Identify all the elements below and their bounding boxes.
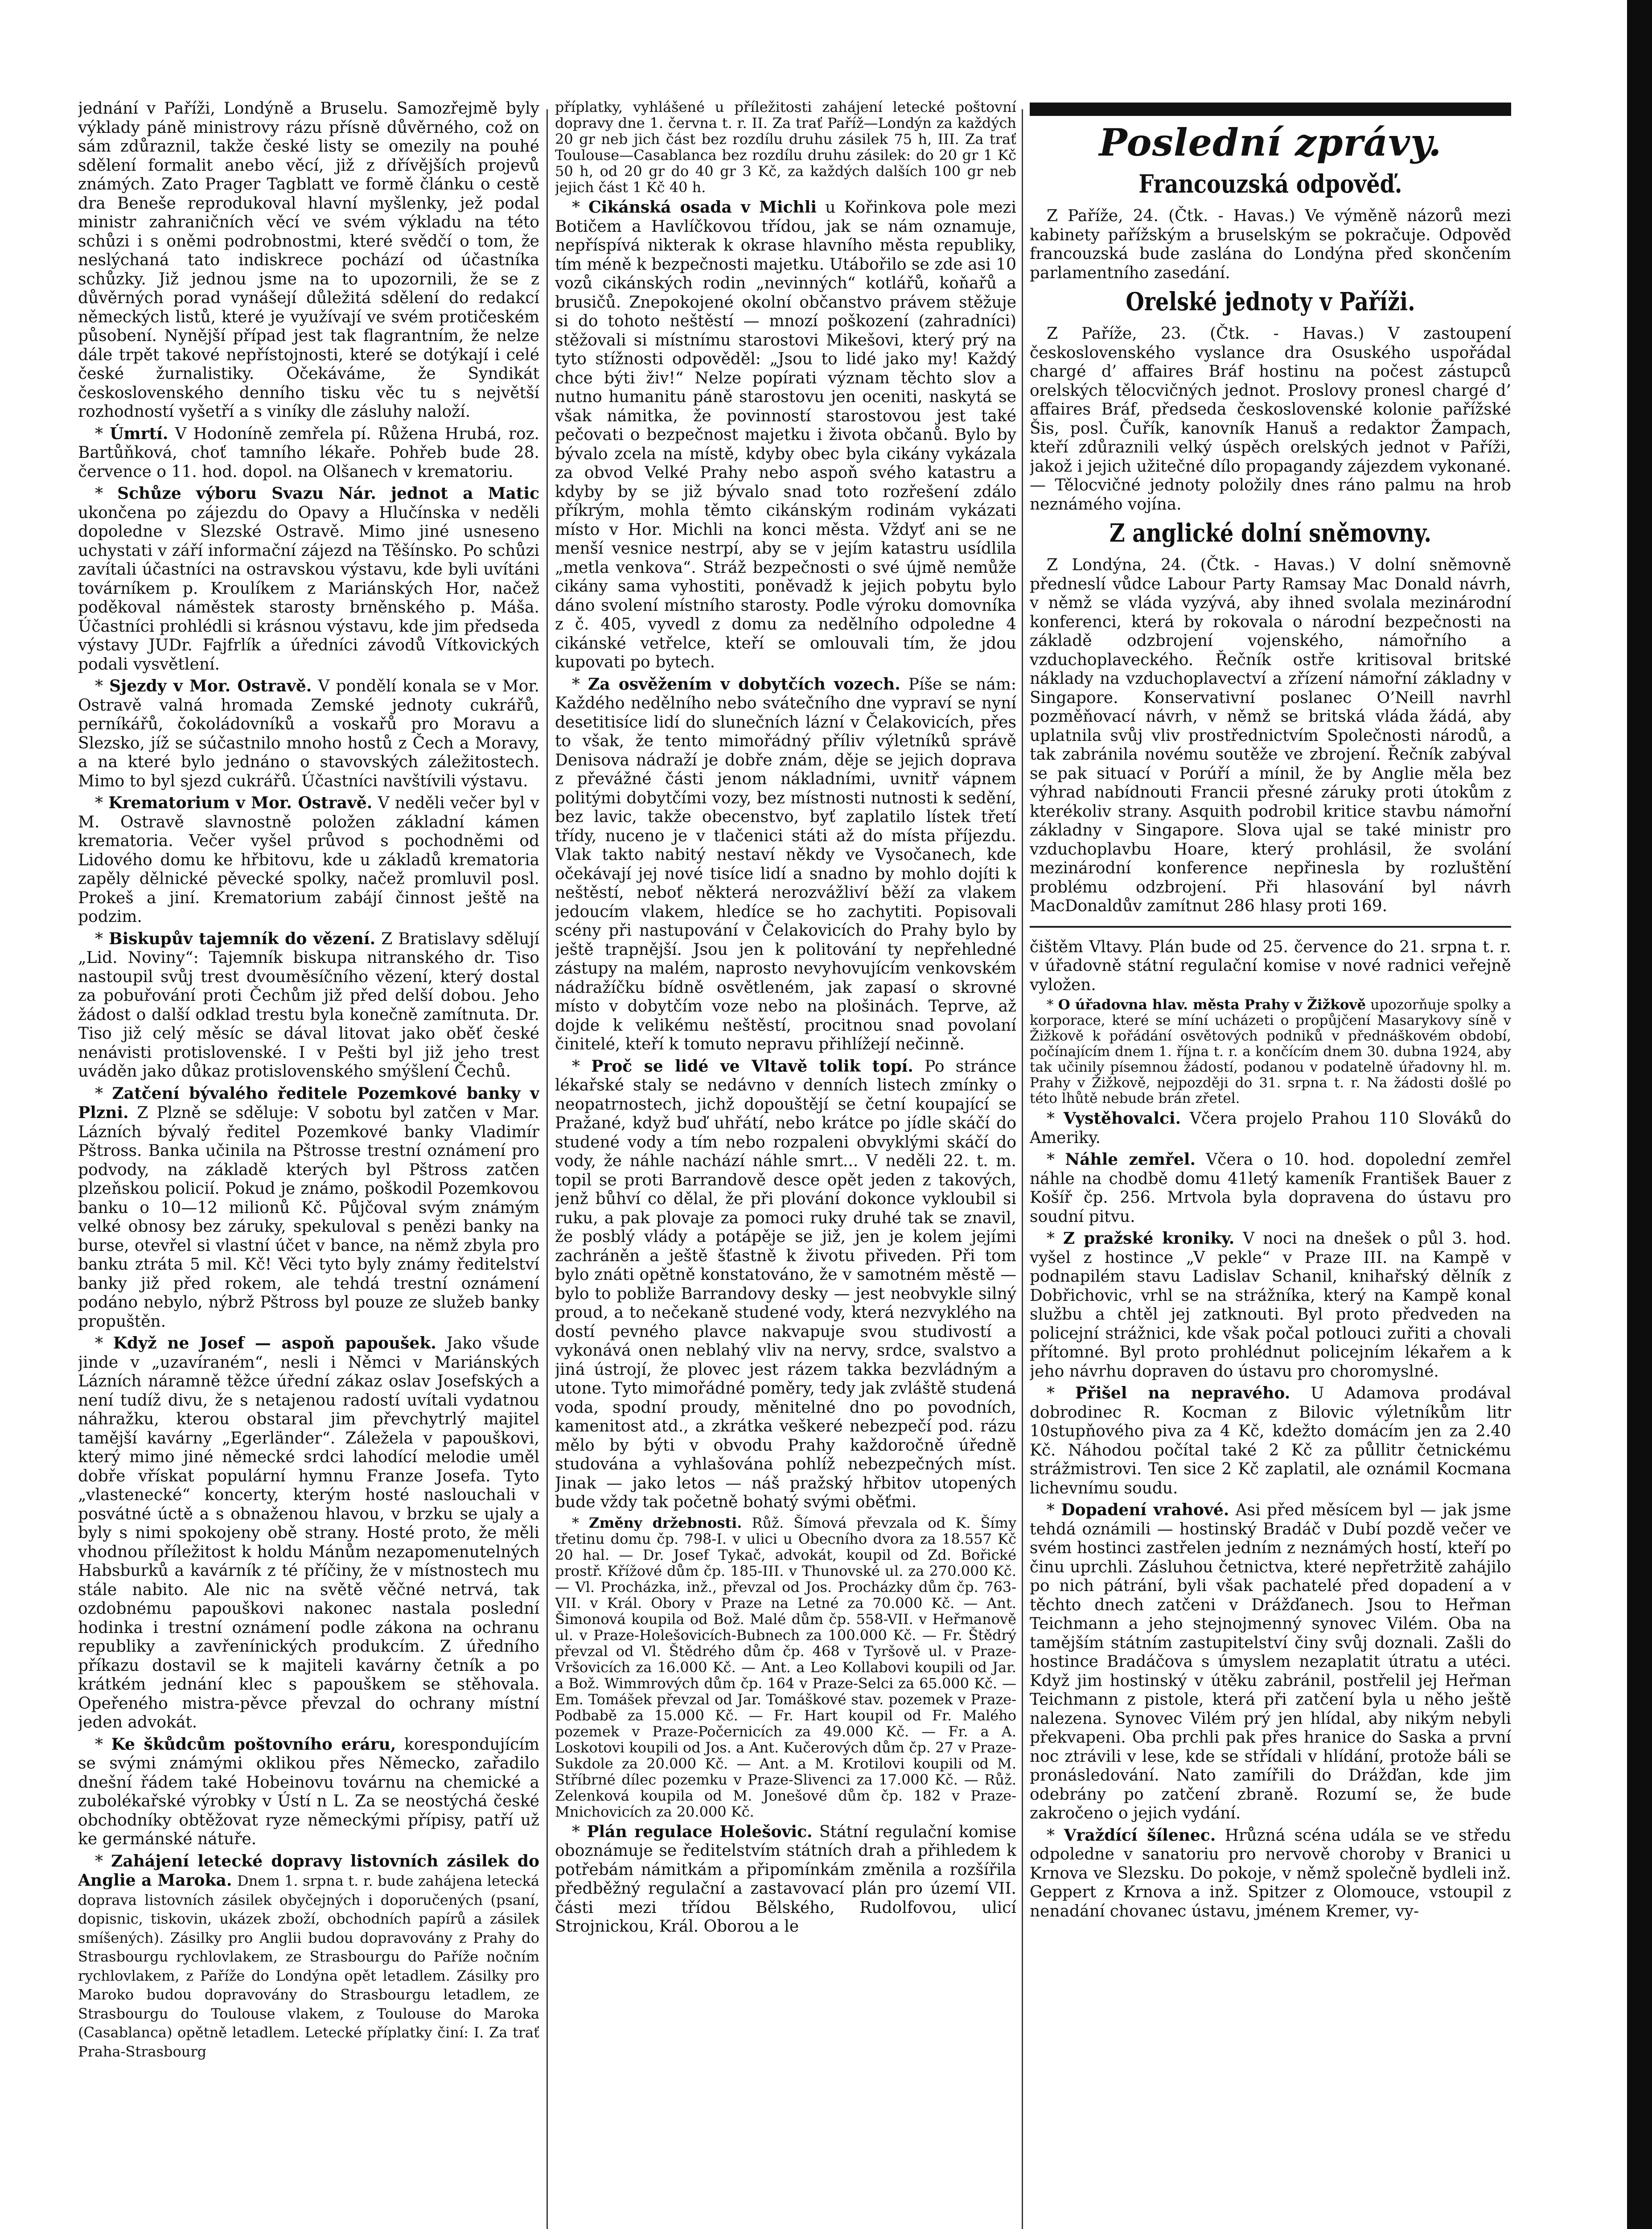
news-item: * Zahájení letecké dopravy listovních zásilek do Anglie a Maroka. Dnem 1. srpna t. r. bude zahájena letecká doprava listovních zásilek obyčejných i doporučených (psaní, dopisnic, tiskovin, ukázek zboží, obchodních papírů a zásilek smíšených). Zásilky pro Anglii budou dopravovány z Prahy do Strasbourgu rychlovlakem, ze Strasbourgu do Paříže nočním rychlovlakem, z Paříže do Londýna opět letadlem. Zásilky pro Maroko budou dopravovány do Strasbourgu letadlem, ze Strasbourgu do Toulouse vlakem, z Toulouse do Maroka (Casablanca) opětně letadlem. Letecké příplatky činí: I. Za trať Praha-Strasbourg bbox=[78, 1851, 539, 2060]
news-item: * Schůze výboru Svazu Nár. jednot a Matic ukončena po zájezdu do Opavy a Hlučínska v neděli dopoledne v Slezské Ostravě. Mimo jiné usneseno uchystati v září informační zájezd na Těšínsko. Po schůzi zavítali účastníci na ostravskou výstavu, kde byli uvítáni továrníkem p. Kroulíkem z Mariánských Hor, načež poděkoval náměstek starosty brněnského p. Máša. Účastníci prohlédli si krásnou výstavu, kde jim předseda výstavy JUDr. Fajfrlík a úředníci závodů Vítkovických podali vysvětlení. bbox=[78, 484, 539, 674]
news-item: * Dopadení vrahové. Asi před měsícem byl — jak jsme tehdá oznámili — hostinský Bradáč v Dubí pozdě večer ve svém hostinci zastřelen jedním z neznámých hostí, kteří po činu uprchli. Zásluhou četnictva, které nepřetržitě zahájilo po nich pátrání, byli však pachatelé před dopadení a v těchto dnech zatčeni v Drážďanech. Jsou to Heřman Teichmann a jeho stejnojmenný synovec Vilém. Oba na tamějším státním zastupitelství činy svůj doznali. Zašli do hostince Bradáčova s úmyslem nezaplatit útratu a utéci. Když jim hostinský v útěku zabránil, postřelil jej Heřman Teichmann z pistole, která při zatčení byla u něho ještě nalezena. Synovec Vilém prý jen hlídal, aby nikým nebyli překvapeni. Oba prchli pak přes hranice do Saska a první noc ztrávili v lese, kde se střídali v hlídání, protože báli se pronásledování. Nato zamířili do Drážďan, kde jim odebrány po zatčení zbraně. Rozumí se, že bude zakročeno o jejich vydání. bbox=[1030, 1501, 1511, 1822]
news-item: * Úmrtí. V Hodoníně zemřela pí. Růžena Hrubá, roz. Bartůňková, choť tamního lékaře. Pohřeb bude 28. července o 11. hod. dopol. na Olšanech v krematoriu. bbox=[78, 424, 539, 481]
news-report: Z Paříže, 23. (Čtk. - Havas.) V zastoupení československého vyslance dra Osuského uspořádal chargé d’ affaires Bráf hostinu na počest zástupců orelských tělocvičných jednot. Proslovy pronesl chargé d’ affaires Bráf, předseda československé kolonie pařížské Šis, posl. Čuřík, kanovník Hanuš a redaktor Žampach, kteří zdůraznili velký úspěch orelských jednot v Paříži, jakož i jejich užitečné dílo propagandy zájezdem vykonané. — Tělocvičné jednoty položily dnes ráno palmu na hrob neznámého vojína. bbox=[1030, 325, 1511, 514]
column-1 bbox=[78, 99, 539, 2064]
article-continuation: jednání v Paříži, Londýně a Bruselu. Samozřejmě byly výklady páně ministrovy rázu přísně důvěrného, což on sám zdůraznil, takže české listy se omezily na pouhé sdělení formalit anebo věcí, již z dřívějších projevů známých. Zato Prager Tagblatt ve formě článku o cestě dra Beneše reprodukoval hlavní myšlenky, jež podal ministr zahraničních věcí ve svém výkladu na této schůzi i s oněmi podrobnostmi, které svědčí o tom, že neslýchaná tato indiskrece pochází od účastníka schůzky. Již jednou jsme na to upozornili, že se z důvěrných porad vynášejí důležitá sdělení do redakcí německých listů, které je využívají ve svém protičeském působení. Nynější případ jest tak flagrantním, že nelze dále trpět takové nepřístojnosti, které se dotýkají i celé české žurnalistiky. Očekáváme, že Syndikát československého denního tisku věc tu s největší rozhodností vyšetří a s viníky dle zásluhy naloží. bbox=[78, 99, 539, 421]
column-rule bbox=[1022, 109, 1023, 2229]
news-item: * Cikánská osada v Michli u Kořinkova pole mezi Botičem a Havlíčkovou třídou, jak se nám oznamuje, nepříspívá nikterak k okrase hlavního města republiky, tím méně k bezpečnosti majetku. Utábořilo se zde asi 10 vozů cikánských rodin „nevinných“ kotlářů, koňařů a brusičů. Znepokojené okolní občanstvo právem stěžuje si do tohoto neštěstí — mnozí poškození (zahradníci) stěžovali si místnímu starostovi Mikešovi, který prý na tyto stížnosti odpověděl: „Jsou to lidé jako my! Každý chce býti živ!“ Nelze popírati význam těchto slov a nutno humanitu páně starostovu jen oceniti, naskytá se však námitka, že povinností starostovou jest také pečovati o bezpečnost majetku i života občanů. Bylo by bývalo zcela na místě, kdyby obec byla cikány vykázala za obvod Velké Prahy nebo aspoň svého katastru a kdyby by se již bývalo snad toto rozřešení zdálo příkrým, mohla těmto cikánským rodinám vykázati místo v Hor. Michli na konci města. Vždyť ani se ne menší vesnice nestrpí, aby se v jejím katastru usídlila „metla venkova“. Stráž bezpečnosti o své újmě nemůže cikány sama vyhostiti, poněvadž k jejich pobytu bylo dáno svolení místního starosty. Podle výroku domovníka z č. 405, vyvedl z domu za nedělního odpoledne 4 cikánské vetřelce, kteří se omlouvali tím, že jdou kupovati po bytech. bbox=[555, 198, 1016, 671]
news-item: * Náhle zemřel. Včera o 10. hod. dopolední zemřel náhle na chodbě domu 41letý kameník František Bauer z Košíř čp. 256. Mrtvola byla dopravena do ústavu pro soudní pitvu. bbox=[1030, 1150, 1511, 1226]
news-item: * Plán regulace Holešovic. Státní regulační komise oboznámuje se ředitelstvím státních drah a přihledem k potřebám námitkám a připomínkám změnila a rozšířila předběžný regulační a zastavovací plán pro území VII. části mezi třídou Bělského, Rudolfovou, ulicí Strojnickou, Král. Oborou a le bbox=[555, 1822, 1016, 1936]
news-item: * Když ne Josef — aspoň papoušek. Jako všude jinde v „uzavíraném“, nesli i Němci v Mariánských Lázních náramně těžce úřední zákaz oslav Josefských a není tudíž divu, že s netajenou radostí uvítali vydatnou náhražku, kterou obstaral jim převchytrlý majitel tamější kavárny „Egerländer“. Záležela v papouškovi, který mimo jiné německé srdci lahodící melodie uměl dobře vřískat populární hymnu Franze Josefa. Tyto „vlastenecké“ koncerty, kterým hosté naslouchali v posvátné úctě a s obnaženou hlavou, v brzku se ujaly a byly s nimi spokojeny obě strany. Hosté proto, že měli vhodnou příležitost k holdu Mánům nezapomenutelných Habsburků a kavárník z té příčiny, že v místnostech mu stále nabito. Ale nic na světě věčné netrvá, tak ozdobnému papouškovi nakonec nastala poslední hodinka i trestní oznámení podle zákona na ochranu republiky a zavřenínických produkcím. Z úředního příkazu dostavil se k majiteli kavárny četník a po krátkém jednání klec s papouškem se stěhovala. Opeřeného mistra-pěvce převzal do ochrany místní jeden advokát. bbox=[78, 1334, 539, 1731]
news-report: Z Londýna, 24. (Čtk. - Havas.) V dolní sněmovně předneslí vůdce Labour Party Ramsay Mac Donald návrh, v němž se vláda vyzývá, aby ihned svolala mezinárodní konferenci, která by rokovala o národní bezpečnosti na základě odzbrojení vojenského, námořního a vzduchoplaveckého. Řečník ostře kritisoval britské náklady na vzduchoplavectví a zřízení námořní základny v Singapore. Konservativní poslanec O’Neill navrhl pozměňovací návrh, v němž se britská vláda žádá, aby uplatnila svůj vliv prostřednictvím Společnosti národů, a tak zabránila novému soutěže ve zbrojení. Řečník zabýval se pak situací v Porúří a mínil, že by Anglie měla bez výhrad nabídnouti Francii přesné záruky proti útokům z kterékoliv strany. Asquith podrobil kritice stavbu námořní základny v Singapore. Slova ujal se také ministr pro vzduchoplavbu Hoare, který prohlásil, že svolání mezinárodní konference nepřinesla by rozluštění problému odzbrojení. Při hlasování byl návrh MacDonaldův zamítnut 286 hlasy proti 169. bbox=[1030, 556, 1511, 915]
news-item: * Z pražské kroniky. V noci na dnešek o půl 3. hod. vyšel z hostince „V pekle“ v Praze III. na Kampě v podnapilém stavu Ladislav Schanil, knihařský dělník z Dobřichovic, vrhl se na strážníka, který na Kampě konal službu a chtěl jej zatknouti. Byl proto předveden na policejní strážnici, kde však počal potlouci zuřiti a chovali přítomné. Byl proto prohlédnut policejním lékařem a k jeho návrhu dopraven do ústavu pro choromyslné. bbox=[1030, 1229, 1511, 1381]
news-item: * Sjezdy v Mor. Ostravě. V pondělí konala se v Mor. Ostravě valná hromada Zemské jednoty cukrářů, perníkářů, čokoládovníků a voskařů pro Moravu a Slezsko, jíž se súčastnilo mnoho hostů z Čech a Moravy, a na které bylo jednáno o stavovských záležitostech. Mimo to byl sjezd cukrářů. Účastníci navštívili výstavu. bbox=[78, 677, 539, 790]
section-title: Z anglické dolní sněmovny. bbox=[1109, 518, 1432, 548]
column-2 bbox=[555, 99, 1016, 1939]
section-masthead: Poslední zprávy. bbox=[1099, 120, 1442, 165]
news-item: * Přišel na nepravého. U Adamova prodával dobrodinec R. Kocman z Bilovic výletníkům litr 10stupňového piva za 4 Kč, kdežto domácím jen za 2.40 Kč. Náhodou počítal také 2 Kč za půllitr četnickému strážmistrovi. Ten sice 2 Kč zaplatil, ale oznámil Kocmana lichevnímu soudu. bbox=[1030, 1384, 1511, 1497]
news-item: * Krematorium v Mor. Ostravě. V neděli večer byl v M. Ostravě slavnostně položen základní kámen krematoria. Večer vyšel průvod s pochodněmi od Lidového domu ke hřbitovu, kde u základů krematoria zapěly dělnické pěvecké spolky, načež promluvil posl. Prokeš a jiní. Krematorium zabájí činnost ještě na podzim. bbox=[78, 794, 539, 926]
article-continuation: čištěm Vltavy. Plán bude od 25. července do 21. srpna t. r. v úřadovně státní regulační komise v nové radnici veřejně vyložen. bbox=[1030, 938, 1511, 994]
news-item: * O úřadovna hlav. města Prahy v Žižkově upozorňuje spolky a korporace, které se míní ucházeti o propůjčení Masarykovy síně v Žižkově k pořádání osvětových podniků v přednáškovém období, počínajícím dnem 1. října t. r. a končícím dnem 30. dubna 1924, aby tak učinily písemnou žádostí, podanou v podatelně úřadovny hl. m. Prahy v Žižkově, nejpozději do 31. srpna t. r. Na žádosti došlé po této lhůtě nebude brán zřetel. bbox=[1030, 997, 1511, 1106]
column-3 bbox=[1030, 99, 1511, 1924]
news-item: * Změny držebnosti. Růž. Šímová převzala od K. Šímy třetinu domu čp. 798-I. v ulici u Obecního dvora za 18.557 Kč 20 hal. — Dr. Josef Tykač, advokát, koupil od Zd. Bořické prostř. Křížové dům čp. 185-III. v Thunovské ul. za 270.000 Kč. — Vl. Procházka, inž., převzal od Jos. Procházky dům čp. 763-VII. v Král. Obory v Praze na Letné za 70.000 Kč. — Ant. Šimonová koupila od Bož. Malé dům čp. 558-VII. v Heřmanově ul. v Praze-Holešovicích-Bubnech za 100.000 Kč. — Fr. Štědrý převzal od Vl. Štědrého dům čp. 468 v Tyršově ul. v Praze-Vršovicích za 16.000 Kč. — Ant. a Leo Kollabovi koupili od Jar. a Bož. Wimmrových dům čp. 164 v Praze-Selci za 65.000 Kč. — Em. Tomášek převzal od Jar. Tomáškové stav. pozemek v Praze-Podbabě za 15.000 Kč. — Fr. Hart koupil od Fr. Malého pozemek v Praze-Počernicích za 49.000 Kč. — Fr. a A. Loskotovi koupili od Jos. a Ant. Kučerových dům čp. 27 v Praze-Sukdole za 20.000 Kč. — Ant. a M. Krotilovi koupili od M. Stříbrné dílec pozemku v Praze-Slivenci za 17.000 Kč. — Růž. Zelenková koupila od M. Jonešové dům čp. 182 v Praze-Mnichovicích za 20.000 Kč. bbox=[555, 1514, 1016, 1820]
news-item: * Za osvěžením v dobytčích vozech. Píše se nám: Každého nedělního nebo svátečního dne vypraví se nyní desetitisíce lidí do slunečních lázní v Čelakovicích, přes to však, že tento mimořádný příliv výletníků správě Denisova nádraží je dobře znám, děje se jejich doprava z převážné části jenom nákladními, uvnitř vápnem politými dobytčími vozy, bez místnosti nutnosti k sedění, bez lavic, takže obecenstvo, byť zaplatilo lístek třetí třídy, nuceno je v tlačenici státi až do místa příjezdu. Vlak takto nabitý nestaví někdy ve Vysočanech, kde očekávají jej nové tisíce lidí a snadno by mohlo dojíti k neštěstí, neboť některá nerozvážliví běží za vlakem jedoucím vlakem, hledíce se ho zachytiti. Popisovali scény při nastupování v Čelakovicích do Prahy bylo by ještě trapnější. Jsou jen k politování ty nepřehledné zástupy na malém, naprosto nevyhovujícím venkovském nádražíčku bídně osvětleném, jak zapasí o skrovné místo v dobytčím voze nebo na plošinách. Teprve, až dojde k velikému neštěstí, procitnou snad povolaní činitelé, kteří k tomuto nepravu přihlížejí nečinně. bbox=[555, 674, 1016, 1053]
news-item: * Ke škůdcům poštovního eráru, korespondujícím se svými známými oklikou přes Německo, zařadilo dnešní řádem také Hobeinovu továrnu na chemické a zubolékařské výrobky v Ústí n L. Za se neostýchá české obchodníky obtěžovat ryze německými přípisy, patří už ke germánské nátuře. bbox=[78, 1735, 539, 1848]
news-item: * Vystěhovalci. Včera projelo Prahou 110 Slováků do Ameriky. bbox=[1030, 1109, 1511, 1147]
article-continuation: příplatky, vyhlášené u příležitosti zahájení letecké poštovní dopravy dne 1. června t. r. II. Za trať Paříž—Londýn za každých 20 gr neb jich část bez rozdílu druhu zásilek 75 h, III. Za trať Toulouse—Casablanca bez rozdílu druhu zásilek: do 20 gr 1 Kč 50 h, od 20 gr do 40 gr 3 Kč, za každých dalších 100 gr neb jejich část 1 Kč 40 h. bbox=[555, 99, 1016, 196]
news-report: Z Paříže, 24. (Čtk. - Havas.) Ve výměně názorů mezi kabinety pařížským a bruselským se pokračuje. Odpověď francouzská bude zaslána do Londýna před skončením parlamentního zasedání. bbox=[1030, 207, 1511, 282]
news-item: * Zatčení bývalého ředitele Pozemkové banky v Plzni. Z Plzně se sděluje: V sobotu byl zatčen v Mar. Lázních bývalý ředitel Pozemkové banky Vladimír Pštross. Banka učinila na Pštrosse trestní oznámení pro podvody, na základě kterých byl Pštross zatčen plzeňskou policií. Pokud je známo, poškodil Pozemkovou banku o 10—12 milionů Kč. Půjčoval svým známým velké obnosy bez záruky, spekuloval s penězi banky na burse, otevřel si vlastní účet v bance, na němž zbyla pro banku ztráta 5 mil. Kč! Věci tyto byly známy ředitelství banky již před rokem, ale tehdá trestní oznámení podáno nebylo, nýbrž Pštross byl pouze ze služeb banky propuštěn. bbox=[78, 1084, 539, 1331]
column-rule bbox=[547, 109, 548, 2229]
section-rule bbox=[1030, 103, 1511, 116]
section-title: Orelské jednoty v Paříži. bbox=[1126, 287, 1415, 317]
news-item: * Vraždící šílenec. Hrůzná scéna udála se ve středu odpoledne v sanatoriu pro nervově choroby v Branici u Krnova ve Slezsku. Do pokoje, v němž společně bydleli inž. Geppert z Krnova a inž. Spitzer z Olomouce, vstoupil z nenadání chovanec ústavu, jménem Kremer, vy- bbox=[1030, 1826, 1511, 1921]
divider bbox=[1030, 926, 1511, 928]
scan-edge bbox=[1627, 0, 1652, 2229]
news-item: * Biskupův tajemník do vězení. Z Bratislavy sdělují „Lid. Noviny“: Tajemník biskupa nitranského dr. Tiso nastoupil svůj trest dvouměsíčního vězení, který dostal za pobuřování proti Čechům již před delší dobou. Jeho žádost o další odklad trestu byla konečně zamítnuta. Dr. Tiso již celý měsíc se dával litovat jako oběť české nenávisti protislovenské. I v Pešti byl již jeho trest uváděn jako důkaz protislovenského smýšlení Čechů. bbox=[78, 929, 539, 1081]
section-title: Francouzská odpověď. bbox=[1138, 169, 1402, 199]
news-item: * Proč se lidé ve Vltavě tolik topí. Po stránce lékařské staly se nedávno v denních listech zmínky o neopatrnostech, jichž dopouštějí se četní koupající se Pražané, když buď uhřátí, nebo krátce po jídle skáčí do studené vody a tím nebo rozpaleni obvyklými skáčí do vody, že náhle nachází náhle smrt... V neděli 22. t. m. topil se proti Barrandově desce opět jeden z takových, jenž bůhví co dělal, že při plování dokonce vykloubil si ruku, a pak plovaje za pomoci ruky druhé tak se znavil, že posblý vlády a potápěje se již, jen je kolem jejími zachráněn a ještě šťastně k životu přiveden. Při tom bylo znáti opětně konstatováno, že v samotném městě — bylo to pobliže Barrandovy desky — jest neobvykle silný proud, a to nečekaně studené vody, která nezvyklého na dostí pevného plavce nakvapuje svou studivostí a vykonává onen neblahý vliv na nervy, srdce, svalstvo a jiná ústrojí, že plovec jest rázem takka bezvládným a utone. Tyto mimořádné poměry, tedy jak zvláště studená voda, spodní proudy, měnitelné dno po povodních, kamenitost atd., a zkrátka veškeré nebezpečí pod. rázu mělo by býti v obvodu Prahy každoročně úředně studována a vyhlašována pohlíž nebezpečných míst. Jinak — jako letos — náš pražský hřbitov utopených bude vždy tak početně bohatý svými oběťmi. bbox=[555, 1057, 1016, 1511]
